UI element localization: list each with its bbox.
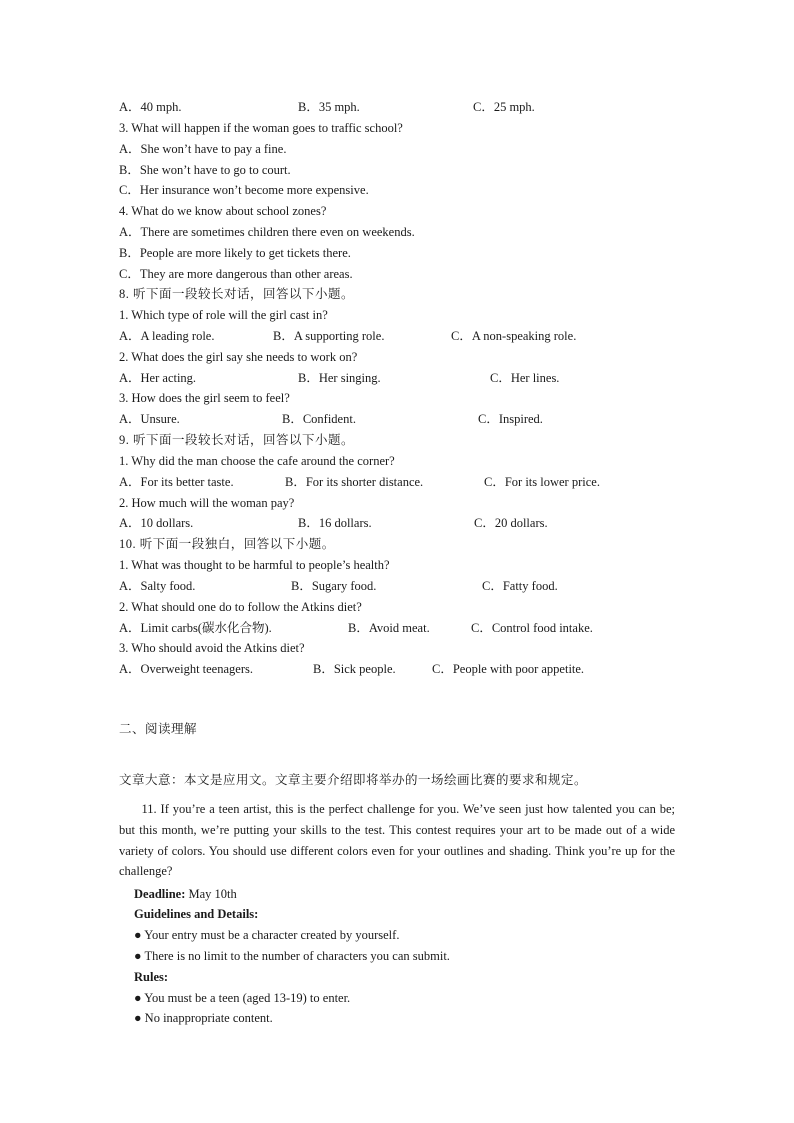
- option-a: A．40 mph.: [119, 100, 182, 114]
- rule-item: ● You must be a teen (aged 13-19) to enter.: [134, 991, 351, 1005]
- option-c: C．Control food intake.: [471, 621, 593, 635]
- option-a: A．Salty food.: [119, 579, 196, 593]
- guidelines-label: Guidelines and Details:: [134, 907, 259, 921]
- section-heading: 10. 听下面一段独白，回答以下小题。: [119, 537, 335, 551]
- option-c: C．Her lines.: [490, 371, 560, 385]
- option-c: C．For its lower price.: [484, 475, 600, 489]
- option-b: B．Her singing.: [298, 371, 381, 385]
- option-a: A．Unsure.: [119, 412, 180, 426]
- option-c: C．Her insurance won’t become more expensive.: [119, 183, 369, 197]
- option-b: B．Sick people.: [313, 662, 396, 676]
- deadline-label: Deadline:: [134, 887, 186, 901]
- option-c: C．People with poor appetite.: [432, 662, 585, 676]
- question-text: 1. What was thought to be harmful to people’s health?: [119, 558, 390, 572]
- question-text: 1. Why did the man choose the cafe around the corner?: [119, 454, 395, 468]
- deadline-value: May 10th: [185, 887, 237, 901]
- option-c: C．They are more dangerous than other areas.: [119, 267, 353, 281]
- option-a: A．There are sometimes children there even on weekends.: [119, 225, 415, 239]
- option-b: B．Confident.: [282, 412, 356, 426]
- option-b: B．A supporting role.: [273, 329, 385, 343]
- question-text: 4. What do we know about school zones?: [119, 204, 327, 218]
- option-b: B．She won’t have to go to court.: [119, 163, 291, 177]
- option-c: C．A non-speaking role.: [451, 329, 577, 343]
- question-text: 2. How much will the woman pay?: [119, 496, 295, 510]
- option-b: B．35 mph.: [298, 100, 360, 114]
- option-b: B．People are more likely to get tickets there.: [119, 246, 351, 260]
- question-text: 2. What should one do to follow the Atkins diet?: [119, 600, 362, 614]
- option-a: A．A leading role.: [119, 329, 215, 343]
- option-b: B．Avoid meat.: [348, 621, 430, 635]
- option-b: B．Sugary food.: [291, 579, 377, 593]
- rule-item: ● No inappropriate content.: [134, 1011, 273, 1025]
- guideline-item: ● Your entry must be a character created by yourself.: [134, 928, 400, 942]
- question-text: 2. What does the girl say she needs to work on?: [119, 350, 358, 364]
- option-a: A．Overweight teenagers.: [119, 662, 253, 676]
- question-text: 3. How does the girl seem to feel?: [119, 391, 290, 405]
- guideline-item: ● There is no limit to the number of characters you can submit.: [134, 949, 450, 963]
- section-heading: 8. 听下面一段较长对话，回答以下小题。: [119, 287, 355, 301]
- option-a: A．She won’t have to pay a fine.: [119, 142, 287, 156]
- option-c: C．Inspired.: [478, 412, 543, 426]
- question-text: 3. Who should avoid the Atkins diet?: [119, 641, 305, 655]
- deadline-line: [134, 886, 237, 902]
- option-c: C．20 dollars.: [474, 516, 548, 530]
- option-b: B．16 dollars.: [298, 516, 372, 530]
- option-a: A．For its better taste.: [119, 475, 234, 489]
- question-text: 3. What will happen if the woman goes to traffic school?: [119, 121, 403, 135]
- option-a: A．Limit carbs(碳水化合物).: [119, 621, 272, 635]
- article-summary: 文章大意：本文是应用文。文章主要介绍即将举办的一场绘画比赛的要求和规定。: [119, 773, 588, 787]
- rules-label: Rules:: [134, 970, 169, 984]
- section-heading: 9. 听下面一段较长对话，回答以下小题。: [119, 433, 355, 447]
- reading-passage: 11. If you’re a teen artist, this is the perfect challenge for you. We’ve seen just how talented you can be; but this month, we’re putting your skills to the test. This contest requires your art to be made out of a wide variety of colors. You should use different colors even for your outlines and shading. Think you’re up for the challenge?: [119, 802, 675, 879]
- option-a: A．10 dollars.: [119, 516, 194, 530]
- option-b: B．For its shorter distance.: [285, 475, 424, 489]
- section-title: 二、阅读理解: [119, 722, 198, 736]
- option-c: C．Fatty food.: [482, 579, 558, 593]
- question-text: 1. Which type of role will the girl cast in?: [119, 308, 328, 322]
- option-c: C．25 mph.: [473, 100, 535, 114]
- option-a: A．Her acting.: [119, 371, 197, 385]
